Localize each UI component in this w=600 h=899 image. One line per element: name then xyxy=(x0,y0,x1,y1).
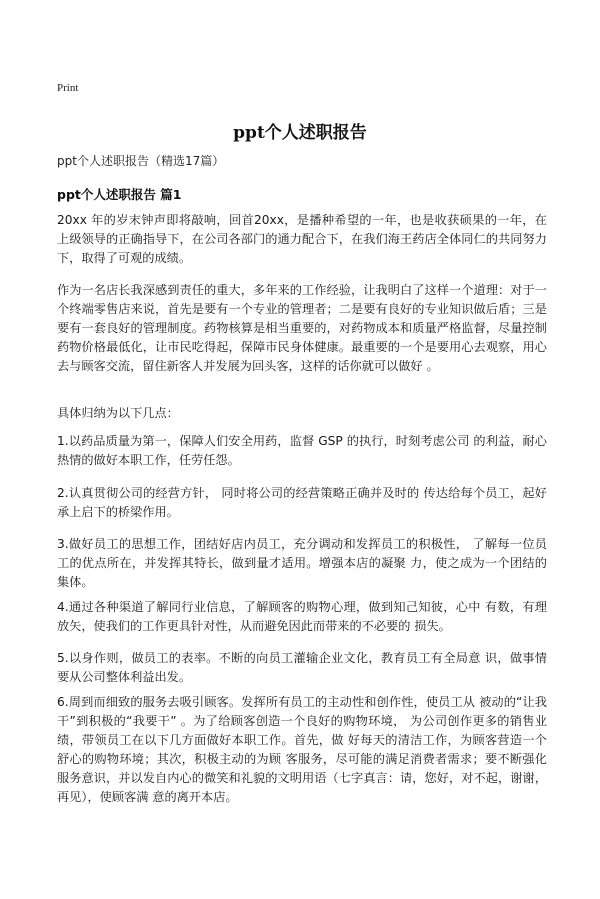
list-item-2: 2.认真贯彻公司的经营方针， 同时将公司的经营策略正确并及时的 传达给每个员工，起好承上启下的桥梁作用。 xyxy=(57,486,547,519)
list-item-4: 4.通过各种渠道了解同行业信息，了解顾客的购物心理，做到知己知彼，心中 有数，有理放矢，使我们的工作更具针对性，从而避免因此而带来的不必要的 损失。 xyxy=(57,600,547,633)
list-item-6: 6.周到而细致的服务去吸引顾客。发挥所有员工的主动性和创作性，使员工从 被动的“让我干”到积极的“我要干” 。为了给顾客创造一个良好的购物环境， 为公司创作更多的销售业绩，带领员工在以下几方面做好本职工作。首先，做 好每天的清洁工作，为顾客营造一个舒心的购物环境；其次，积极主动的为顾 客服务，尽可能的满足消费者需求；要不断强化服务意识，并以发自内心的微笑和礼貌的文明用语（七字真言：请，您好，对不起，谢谢，再见），使顾客满 意的离开本店。 xyxy=(57,695,547,804)
list-item-1: 1.以药品质量为第一，保障人们安全用药，监督 GSP 的执行，时刻考虑公司 的利益，耐心热情的做好本职工作，任劳任怨。 xyxy=(57,434,547,467)
paragraph-manager-role: 作为一名店长我深感到责任的重大，多年来的工作经验，让我明白了这样一个道理：对于一个终端零售店来说，首先是要有一个专业的管理者；二是要有良好的专业知识做后盾；三是要有一套良好的管理制度。药物核算是相当重要的，对药物成本和质量严格监督，尽量控制药物价格最低化，让市民吃得起，保障市民身体健康。最重要的一个是要用心去观察，用心去与顾客交流，留住新客人并发展为回头客，这样的话你就可以做好 。 xyxy=(57,283,547,373)
document-title: ppt个人述职报告 xyxy=(233,123,367,143)
section-heading: ppt个人述职报告 篇1 xyxy=(57,187,182,202)
paragraph-intro: 20xx 年的岁末钟声即将敲响，回首20xx，是播种希望的一年，也是收获硕果的一年，在上级领导的正确指导下，在公司各部门的通力配合下，在我们海王药店全体同仁的共同努力下，取得了可观的成绩。 xyxy=(57,213,547,265)
print-label: Print xyxy=(57,82,79,94)
document-subtitle: ppt个人述职报告（精选17篇） xyxy=(57,154,225,168)
paragraph-summary-lead: 具体归纳为以下几点： xyxy=(57,406,179,420)
list-item-3: 3.做好员工的思想工作，团结好店内员工，充分调动和发挥员工的积极性， 了解每一位员工的优点所在，并发挥其特长，做到量才适用。增强本店的凝聚 力，使之成为一个团结的集体。 xyxy=(57,537,547,589)
list-item-5: 5.以身作则，做员工的表率。不断的向员工灌输企业文化，教育员工有全局意 识，做事情要从公司整体利益出发。 xyxy=(57,651,547,684)
